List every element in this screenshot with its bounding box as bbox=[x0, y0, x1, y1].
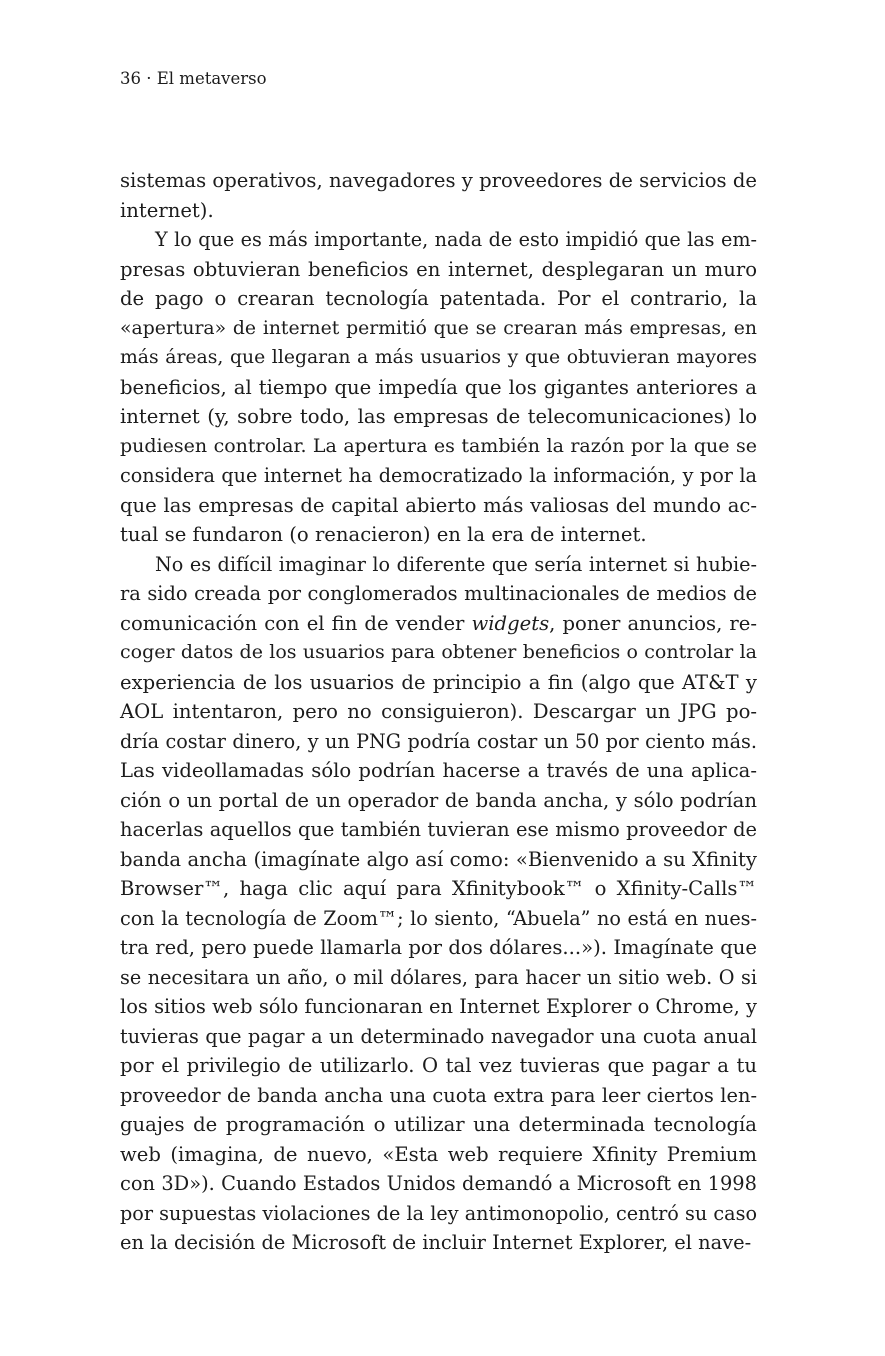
text-line: Y lo que es más importante, nada de esto impidió que las em- bbox=[155, 228, 757, 251]
text-line: beneficios, al tiempo que impedía que los gigantes anteriores a bbox=[120, 375, 757, 399]
text-line: dría costar dinero, y un PNG podría costar un 50 por ciento más. bbox=[120, 729, 757, 753]
text-line: coger datos de los usuarios para obtener beneficios o controlar la bbox=[120, 641, 757, 663]
text-line: Las videollamadas sólo podrían hacerse a través de una aplica- bbox=[120, 759, 757, 782]
text-line: ra sido creada por conglomerados multinacionales de medios de bbox=[120, 582, 757, 605]
text-line: tra red, pero puede llamarla por dos dólares...»). Imagínate que bbox=[120, 936, 757, 959]
text-line: guajes de programación o utilizar una determinada tecnología bbox=[120, 1113, 757, 1136]
text-line: considera que internet ha democratizado la información, y por la bbox=[120, 464, 757, 487]
text-line: banda ancha (imagínate algo así como: «Bienvenido a su Xfinity bbox=[120, 847, 757, 871]
running-head: 36 · El metaverso bbox=[120, 69, 267, 88]
text-line: internet (y, sobre todo, las empresas de telecomunicaciones) lo bbox=[120, 405, 757, 428]
text-line: los sitios web sólo funcionaran en Internet Explorer o Chrome, y bbox=[120, 995, 757, 1018]
body-text bbox=[120, 166, 757, 1258]
text-line: con 3D»). Cuando Estados Unidos demandó a Microsoft en 1998 bbox=[120, 1172, 757, 1195]
text-line: en la decisión de Microsoft de incluir Internet Explorer, el nave- bbox=[120, 1231, 752, 1254]
text-line: «apertura» de internet permitió que se crearan más empresas, en bbox=[120, 317, 757, 339]
text-line: se necesitara un año, o mil dólares, para hacer un sitio web. O si bbox=[120, 965, 757, 989]
text-line: por el privilegio de utilizarlo. O tal vez tuvieras que pagar a tu bbox=[120, 1054, 757, 1077]
text-line: más áreas, que llegaran a más usuarios y que obtuvieran mayores bbox=[120, 347, 757, 368]
text-line: tual se fundaron (o renacieron) en la era de internet. bbox=[120, 523, 647, 546]
text-line: hacerlas aquellos que también tuvieran ese mismo proveedor de bbox=[120, 818, 757, 841]
text-line: comunicación con el fin de vender widgets, poner anuncios, re- bbox=[120, 611, 757, 635]
text-line: por supuestas violaciones de la ley antimonopolio, centró su caso bbox=[120, 1201, 757, 1225]
text-line: de pago o crearan tecnología patentada. Por el contrario, la bbox=[120, 287, 757, 310]
text-line: sistemas operativos, navegadores y proveedores de servicios de bbox=[120, 169, 757, 192]
italic-term: widgets bbox=[471, 611, 550, 635]
paragraph bbox=[120, 166, 757, 225]
paragraph bbox=[120, 225, 757, 550]
text-line: internet). bbox=[120, 198, 214, 222]
text-line: No es difícil imaginar lo diferente que sería internet si hubie- bbox=[155, 552, 757, 576]
text-line: web (imagina, de nuevo, «Esta web requiere Xfinity Premium bbox=[120, 1142, 757, 1166]
text-line: con la tecnología de Zoom™; lo siento, “Abuela” no está en nues- bbox=[120, 906, 757, 930]
text-line: Browser™, haga clic aquí para Xfinitybook™ o Xfinity-Calls™ bbox=[120, 877, 757, 900]
text-line: que las empresas de capital abierto más valiosas del mundo ac- bbox=[120, 493, 757, 517]
text-line: presas obtuvieran beneficios en internet, desplegaran un muro bbox=[120, 257, 757, 281]
text-line: experiencia de los usuarios de principio a fin (algo que AT&T y bbox=[120, 670, 757, 694]
text-line: proveedor de banda ancha una cuota extra para leer ciertos len- bbox=[120, 1083, 757, 1107]
text-line: pudiesen controlar. La apertura es también la razón por la que se bbox=[120, 434, 757, 457]
text-line: AOL intentaron, pero no consiguieron). Descargar un JPG po- bbox=[120, 700, 757, 723]
text-line: tuvieras que pagar a un determinado navegador una cuota anual bbox=[120, 1024, 757, 1048]
paragraph bbox=[120, 550, 757, 1258]
book-page bbox=[120, 0, 757, 1356]
text-line: ción o un portal de un operador de banda ancha, y sólo podrían bbox=[120, 788, 757, 812]
